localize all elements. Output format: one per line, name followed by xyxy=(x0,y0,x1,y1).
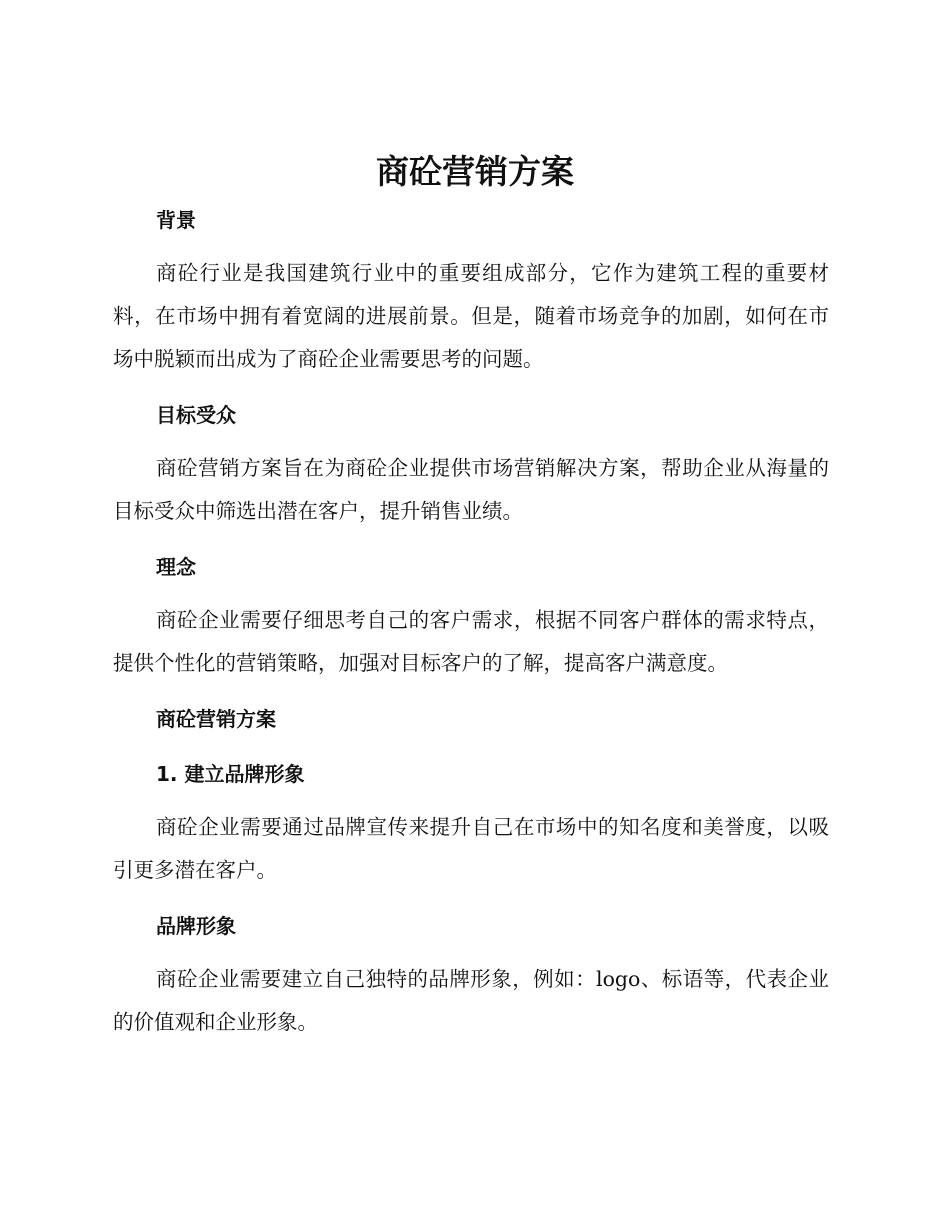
heading-philosophy: 理念 xyxy=(156,555,196,579)
paragraph-target-audience: 商砼营销方案旨在为商砼企业提供市场营销解决方案，帮助企业从海量的目标受众中筛选出潜在客户，提升销售业绩。 xyxy=(113,456,829,523)
heading-marketing-plan: 商砼营销方案 xyxy=(156,707,276,731)
heading-build-brand-image: 1. 建立品牌形象 xyxy=(156,762,305,786)
paragraph-brand-image: 商砼企业需要建立自己独特的品牌形象，例如：logo、标语等，代表企业的价值观和企业形象。 xyxy=(113,967,829,1034)
document-title: 商砼营销方案 xyxy=(376,152,574,191)
paragraph-philosophy: 商砼企业需要仔细思考自己的客户需求，根据不同客户群体的需求特点，提供个性化的营销策略，加强对目标客户的了解，提高客户满意度。 xyxy=(113,608,829,675)
heading-target-audience: 目标受众 xyxy=(156,403,236,427)
heading-background: 背景 xyxy=(156,208,196,232)
paragraph-background: 商砼行业是我国建筑行业中的重要组成部分，它作为建筑工程的重要材料，在市场中拥有着宽阔的进展前景。但是，随着市场竞争的加剧，如何在市场中脱颖而出成为了商砼企业需要思考的问题。 xyxy=(113,261,829,371)
paragraph-build-brand-image: 商砼企业需要通过品牌宣传来提升自己在市场中的知名度和美誉度，以吸引更多潜在客户。 xyxy=(113,815,829,882)
heading-brand-image: 品牌形象 xyxy=(156,914,236,938)
